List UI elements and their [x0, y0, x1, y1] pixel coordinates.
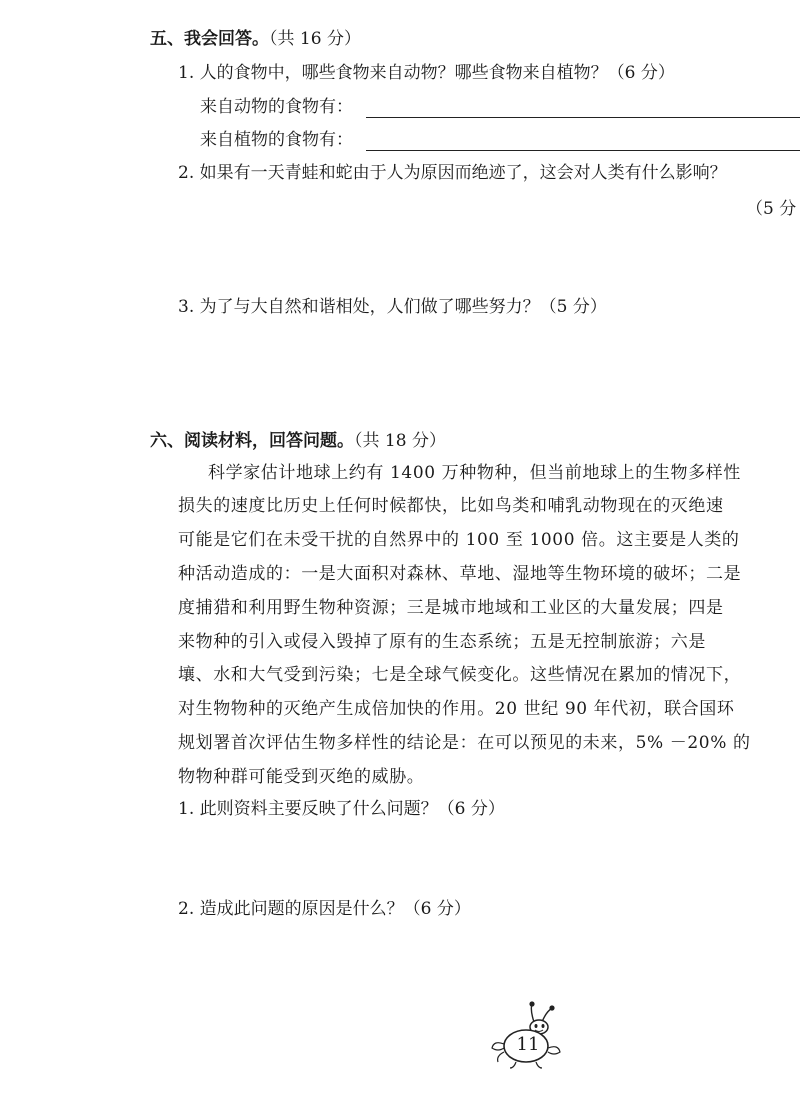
section-5-points: （共 16 分）	[269, 29, 361, 49]
animal-food-label: 来自动物的食物有：	[200, 97, 353, 117]
passage-line-6: 来物种的引入或侵入毁掉了原有的生态系统；五是无控制旅游；六是	[178, 632, 706, 652]
section-6-title: 六、阅读材料，回答问题。	[150, 431, 354, 451]
plant-food-label: 来自植物的食物有：	[200, 130, 353, 150]
passage-line-10: 物物种群可能受到灭绝的威胁。	[178, 767, 425, 787]
question-5-1: 1. 人的食物中，哪些食物来自动物？哪些食物来自植物？（6 分）	[178, 63, 675, 83]
question-5-2-points: （5 分	[746, 199, 797, 219]
page-number-badge	[486, 1000, 566, 1070]
passage-line-1: 科学家估计地球上约有 1400 万种物种，但当前地球上的生物多样性	[208, 463, 741, 483]
passage-line-3: 可能是它们在未受干扰的自然界中的 100 至 1000 倍。这主要是人类的	[178, 530, 740, 550]
question-5-3: 3. 为了与大自然和谐相处，人们做了哪些努力？（5 分）	[178, 297, 607, 317]
passage-line-7: 壤、水和大气受到污染；七是全球气候变化。这些情况在累加的情况下，	[178, 665, 742, 685]
plant-food-answer-line[interactable]	[366, 150, 800, 151]
question-6-1: 1. 此则资料主要反映了什么问题？（6 分）	[178, 799, 505, 819]
animal-food-answer-line[interactable]	[366, 117, 800, 118]
passage-line-8: 对生物物种的灭绝产生成倍加快的作用。20 世纪 90 年代初，联合国环	[178, 699, 735, 719]
page-number: 11	[516, 1034, 540, 1055]
passage-line-2: 损失的速度比历史上任何时候都快，比如鸟类和哺乳动物现在的灭绝速	[178, 496, 724, 516]
section-6-points: （共 18 分）	[354, 431, 446, 451]
question-6-2: 2. 造成此问题的原因是什么？（6 分）	[178, 899, 471, 919]
passage-line-9: 规划署首次评估生物多样性的结论是：在可以预见的未来，5% －20% 的	[178, 733, 751, 753]
passage-line-5: 度捕猎和利用野生物种资源；三是城市地域和工业区的大量发展；四是	[178, 598, 724, 618]
section-6-heading	[150, 430, 446, 452]
section-5-title: 五、我会回答。	[150, 29, 269, 49]
passage-line-4: 种活动造成的：一是大面积对森林、草地、湿地等生物环境的破坏；二是	[178, 564, 742, 584]
section-5-heading	[150, 28, 361, 50]
question-5-2: 2. 如果有一天青蛙和蛇由于人为原因而绝迹了，这会对人类有什么影响？	[178, 163, 727, 183]
